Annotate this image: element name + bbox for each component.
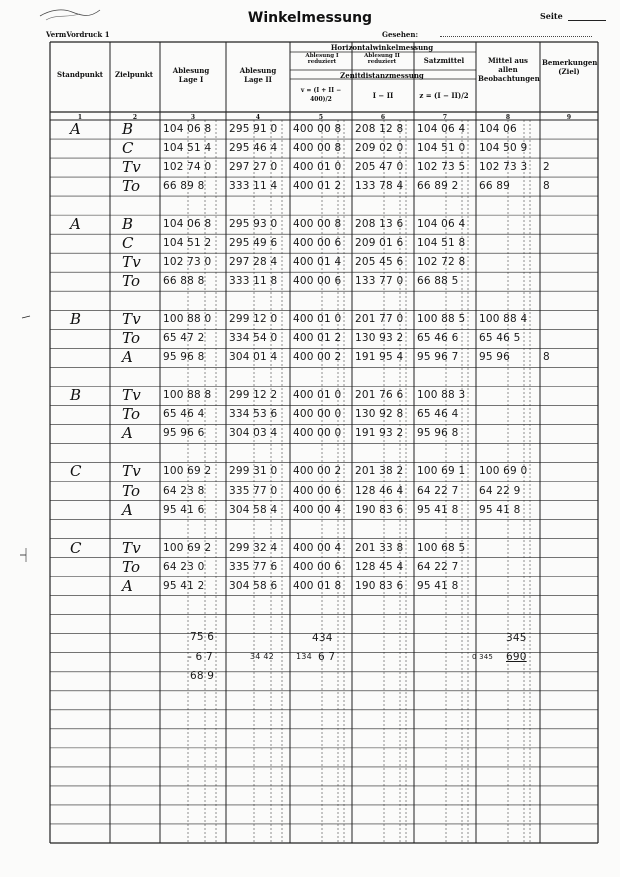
row-8-abl2[interactable]: 205 45 6 (355, 256, 404, 269)
row-1-abl1[interactable]: 400 00 8 (293, 123, 342, 135)
row-12-abl2[interactable]: 130 93 2 (355, 332, 404, 345)
page-label: Seite (540, 11, 563, 21)
row-17-lage1[interactable]: 95 96 6 (163, 427, 205, 440)
calc-lage1-result: 68 9 (190, 670, 215, 682)
calc-lage2-note: 34 42 (250, 652, 274, 661)
row-17-lage2[interactable]: 304 03 4 (229, 427, 278, 440)
reviewed-signature-line[interactable] (440, 36, 592, 37)
row-25-satz[interactable]: 95 41 8 (417, 579, 459, 592)
column-number-5: 5 (318, 114, 324, 121)
row-2-abl1[interactable]: 400 00 8 (293, 142, 342, 155)
calc-mittel-sum: 345 (506, 632, 527, 644)
row-19-mittel[interactable]: 100 69 0 (479, 465, 528, 478)
row-3-abl1[interactable]: 400 01 0 (293, 161, 342, 174)
row-13-abl1[interactable]: 400 00 2 (293, 351, 342, 364)
column-number-4: 4 (255, 114, 261, 121)
row-21-mittel[interactable]: 95 41 8 (479, 503, 521, 516)
row-11-abl1[interactable]: 400 01 0 (293, 313, 342, 326)
row-25-abl1[interactable]: 400 01 8 (293, 579, 342, 592)
row-9-lage1[interactable]: 66 88 8 (163, 275, 205, 288)
row-21-lage2[interactable]: 304 58 4 (229, 503, 278, 516)
page-number-line[interactable] (568, 20, 606, 21)
row-4-bem[interactable]: 8 (543, 180, 550, 193)
row-9-abl2[interactable]: 133 77 0 (355, 275, 404, 288)
header-zenit: Zenitdistanzmessung (340, 71, 424, 80)
reviewed-label: Gesehen: (382, 30, 419, 39)
header-formula-v: v = (I + II − 400)/2 (300, 87, 342, 103)
row-16-zielpunkt[interactable]: To (122, 405, 141, 424)
row-11-satz[interactable]: 100 88 5 (417, 313, 466, 326)
column-number-9: 9 (566, 114, 572, 121)
row-21-abl2[interactable]: 190 83 6 (355, 503, 404, 516)
row-12-lage1[interactable]: 65 47 2 (163, 332, 205, 345)
row-4-mittel[interactable]: 66 89 (479, 180, 511, 193)
row-9-abl1[interactable]: 400 00 6 (293, 275, 342, 288)
row-19-lage2[interactable]: 299 31 0 (229, 465, 278, 478)
calc-abl-result: 6 7 (318, 651, 336, 663)
column-number-2: 2 (132, 114, 138, 121)
row-6-abl2[interactable]: 208 13 6 (355, 218, 404, 231)
row-6-satz[interactable]: 104 06 4 (417, 218, 466, 231)
row-21-satz[interactable]: 95 41 8 (417, 503, 459, 516)
row-4-satz[interactable]: 66 89 2 (417, 180, 459, 193)
row-24-abl1[interactable]: 400 00 6 (293, 560, 342, 573)
row-20-abl1[interactable]: 400 00 6 (293, 484, 342, 497)
row-9-satz[interactable]: 66 88 5 (417, 275, 459, 288)
row-23-abl2[interactable]: 201 33 8 (355, 541, 404, 554)
row-9-lage2[interactable]: 333 11 8 (229, 275, 278, 288)
form-title: Winkelmessung (247, 10, 373, 26)
row-17-abl2[interactable]: 191 93 2 (355, 427, 404, 440)
row-9-zielpunkt[interactable]: To (122, 272, 141, 291)
row-3-zielpunkt[interactable]: Tv (122, 158, 141, 177)
row-6-lage2[interactable]: 295 93 0 (229, 218, 278, 231)
row-3-satz[interactable]: 102 73 5 (417, 161, 466, 174)
row-19-lage1[interactable]: 100 69 2 (163, 465, 212, 478)
row-25-lage2[interactable]: 304 58 6 (229, 579, 278, 592)
calc-abl-sum: 434 (312, 632, 333, 644)
calc-lage1-sum: 75 6 (190, 631, 215, 643)
header-abl1-red: Ablesung I reduziert (305, 53, 339, 65)
column-number-6: 6 (380, 114, 386, 121)
row-4-abl1[interactable]: 400 01 2 (293, 180, 342, 193)
row-25-abl2[interactable]: 190 83 6 (355, 579, 404, 592)
row-2-lage1[interactable]: 104 51 4 (163, 142, 212, 155)
row-1-abl2[interactable]: 208 12 8 (355, 123, 404, 135)
row-15-abl1[interactable]: 400 01 0 (293, 389, 342, 402)
row-11-abl2[interactable]: 201 77 0 (355, 313, 404, 326)
row-16-satz[interactable]: 65 46 4 (417, 408, 459, 421)
calc-abl-prefix: 134 (296, 652, 312, 661)
row-15-lage2[interactable]: 299 12 2 (229, 389, 278, 402)
row-1-lage2[interactable]: 295 91 0 (229, 123, 278, 135)
row-24-satz[interactable]: 64 22 7 (417, 560, 459, 573)
calc-mittel-result: 690 (506, 651, 527, 663)
column-number-3: 3 (190, 114, 196, 121)
row-25-zielpunkt[interactable]: A (122, 576, 134, 595)
row-3-lage2[interactable]: 297 27 0 (229, 161, 278, 174)
row-4-abl2[interactable]: 133 78 4 (355, 180, 404, 193)
row-15-satz[interactable]: 100 88 3 (417, 389, 466, 402)
row-24-lage1[interactable]: 64 23 0 (163, 560, 205, 573)
row-13-zielpunkt[interactable]: A (122, 348, 134, 367)
row-3-mittel[interactable]: 102 73 3 (479, 161, 528, 174)
row-1-lage1[interactable]: 104 06 8 (163, 123, 212, 135)
row-11-standpunkt[interactable]: B (70, 310, 82, 329)
row-7-satz[interactable]: 104 51 8 (417, 237, 466, 250)
header-abl2-red: Ablesung II reduziert (364, 53, 400, 65)
row-3-lage1[interactable]: 102 74 0 (163, 161, 212, 174)
row-1-zielpunkt[interactable]: B (122, 120, 134, 138)
row-15-abl2[interactable]: 201 76 6 (355, 389, 404, 402)
row-1-mittel[interactable]: 104 06 (479, 123, 517, 135)
row-16-abl1[interactable]: 400 00 0 (293, 408, 342, 421)
row-23-lage1[interactable]: 100 69 2 (163, 541, 212, 554)
row-7-abl2[interactable]: 209 01 6 (355, 237, 404, 250)
row-16-lage1[interactable]: 65 46 4 (163, 408, 205, 421)
row-1-satz[interactable]: 104 06 4 (417, 123, 466, 135)
row-13-abl2[interactable]: 191 95 4 (355, 351, 404, 364)
row-12-satz[interactable]: 65 46 6 (417, 332, 459, 345)
row-6-zielpunkt[interactable]: B (122, 215, 134, 234)
row-20-abl2[interactable]: 128 46 4 (355, 484, 404, 497)
row-20-mittel[interactable]: 64 22 9 (479, 484, 521, 497)
row-17-zielpunkt[interactable]: A (122, 424, 134, 443)
row-13-mittel[interactable]: 95 96 (479, 351, 511, 364)
row-19-abl1[interactable]: 400 00 2 (293, 465, 342, 478)
header-satzmittel: Satzmittel (423, 56, 465, 65)
row-2-abl2[interactable]: 209 02 0 (355, 142, 404, 155)
row-3-bem[interactable]: 2 (543, 161, 550, 174)
row-15-lage1[interactable]: 100 88 8 (163, 389, 212, 402)
row-23-satz[interactable]: 100 68 5 (417, 541, 466, 554)
row-12-abl1[interactable]: 400 01 2 (293, 332, 342, 345)
header-bemerkungen: Bemerkungen (Ziel) (542, 58, 598, 76)
row-6-standpunkt[interactable]: A (70, 215, 82, 234)
row-8-satz[interactable]: 102 72 8 (417, 256, 466, 269)
row-19-zielpunkt[interactable]: Tv (122, 462, 141, 481)
row-2-lage2[interactable]: 295 46 4 (229, 142, 278, 155)
row-15-zielpunkt[interactable]: Tv (122, 386, 141, 405)
row-16-abl2[interactable]: 130 92 8 (355, 408, 404, 421)
row-6-lage1[interactable]: 104 06 8 (163, 218, 212, 231)
row-20-lage2[interactable]: 335 77 0 (229, 484, 278, 497)
row-4-zielpunkt[interactable]: To (122, 177, 141, 196)
row-23-abl1[interactable]: 400 00 4 (293, 541, 342, 554)
row-24-zielpunkt[interactable]: To (122, 557, 141, 576)
calc-mittel-prefix: 0 345 (472, 653, 494, 661)
row-3-abl2[interactable]: 205 47 0 (355, 161, 404, 174)
row-25-lage1[interactable]: 95 41 2 (163, 579, 205, 592)
row-11-zielpunkt[interactable]: Tv (122, 310, 141, 329)
column-number-1: 1 (77, 114, 83, 121)
row-4-lage1[interactable]: 66 89 8 (163, 180, 205, 193)
row-11-mittel[interactable]: 100 88 4 (479, 313, 528, 326)
header-horizontal: Horizontalwinkelmessung (330, 43, 434, 52)
row-15-standpunkt[interactable]: B (70, 386, 82, 405)
row-8-lage1[interactable]: 102 73 0 (163, 256, 212, 269)
row-24-abl2[interactable]: 128 45 4 (355, 560, 404, 573)
row-21-abl1[interactable]: 400 00 4 (293, 503, 342, 516)
header-lage2: Ablesung Lage II (239, 66, 277, 84)
row-11-lage2[interactable]: 299 12 0 (229, 313, 278, 326)
row-13-lage1[interactable]: 95 96 8 (163, 351, 205, 364)
header-mittel: Mittel aus allen Beobachtungen (478, 56, 540, 83)
calc-lage1-sub: - 6 7 (188, 651, 213, 663)
row-12-mittel[interactable]: 65 46 5 (479, 332, 521, 345)
row-8-abl1[interactable]: 400 01 4 (293, 256, 342, 269)
header-formula-diff: I − II (372, 91, 394, 100)
row-1-standpunkt[interactable]: A (70, 120, 82, 138)
row-11-lage1[interactable]: 100 88 0 (163, 313, 212, 326)
column-number-7: 7 (442, 114, 448, 121)
row-12-lage2[interactable]: 334 54 0 (229, 332, 278, 345)
row-12-zielpunkt[interactable]: To (122, 329, 141, 348)
row-23-standpunkt[interactable]: C (70, 538, 82, 557)
row-20-lage1[interactable]: 64 23 8 (163, 484, 205, 497)
row-2-zielpunkt[interactable]: C (122, 139, 134, 158)
row-24-lage2[interactable]: 335 77 6 (229, 560, 278, 573)
row-21-zielpunkt[interactable]: A (122, 500, 134, 519)
header-formula-z: z = (I − II)/2 (419, 91, 469, 100)
row-17-satz[interactable]: 95 96 8 (417, 427, 459, 440)
row-23-zielpunkt[interactable]: Tv (122, 538, 141, 557)
header-lage1: Ablesung Lage I (172, 66, 210, 84)
row-13-satz[interactable]: 95 96 7 (417, 351, 459, 364)
row-19-standpunkt[interactable]: C (70, 462, 82, 481)
row-17-abl1[interactable]: 400 00 0 (293, 427, 342, 440)
row-7-lage2[interactable]: 295 49 6 (229, 237, 278, 250)
header-standpunkt: Standpunkt (57, 70, 103, 79)
row-2-mittel[interactable]: 104 50 9 (479, 142, 528, 155)
row-4-lage2[interactable]: 333 11 4 (229, 180, 278, 193)
row-20-zielpunkt[interactable]: To (122, 481, 141, 500)
column-number-8: 8 (505, 114, 511, 121)
header-zielpunkt: Zielpunkt (114, 70, 154, 79)
row-8-lage2[interactable]: 297 28 4 (229, 256, 278, 269)
row-13-bem[interactable]: 8 (543, 351, 550, 364)
row-16-lage2[interactable]: 334 53 6 (229, 408, 278, 421)
row-23-lage2[interactable]: 299 32 4 (229, 541, 278, 554)
row-20-satz[interactable]: 64 22 7 (417, 484, 459, 497)
row-7-lage1[interactable]: 104 51 2 (163, 237, 212, 250)
row-8-zielpunkt[interactable]: Tv (122, 253, 141, 272)
row-21-lage1[interactable]: 95 41 6 (163, 503, 205, 516)
row-7-abl1[interactable]: 400 00 6 (293, 237, 342, 250)
row-7-zielpunkt[interactable]: C (122, 234, 134, 253)
row-2-satz[interactable]: 104 51 0 (417, 142, 466, 155)
form-number: VermVordruck 1 (46, 30, 110, 39)
row-19-satz[interactable]: 100 69 1 (417, 465, 466, 478)
row-19-abl2[interactable]: 201 38 2 (355, 465, 404, 478)
row-6-abl1[interactable]: 400 00 8 (293, 218, 342, 231)
row-13-lage2[interactable]: 304 01 4 (229, 351, 278, 364)
